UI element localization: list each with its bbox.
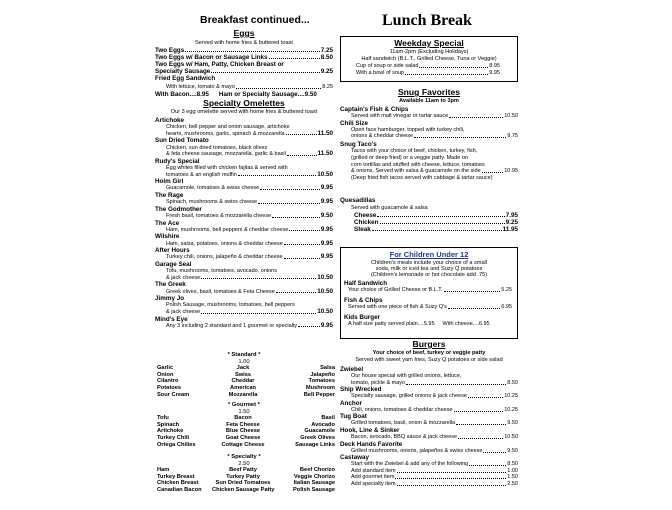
ingredient-cell: Italian Sausage [293, 480, 335, 487]
leader-dots [380, 219, 505, 224]
ingredient-cell: Sun Dried Tomatoes [215, 480, 271, 487]
item-price: 9.95 [489, 69, 500, 76]
leader-dots [286, 131, 317, 136]
item-name: Start with the Zwiebel & add any of the following [351, 461, 469, 468]
snug-desc [351, 133, 518, 140]
kids-note: (Children's lemonade or hot chocolate add .75) [370, 272, 488, 278]
desc-text: tomatoes & an english muffin [166, 171, 237, 178]
egg-item [155, 61, 333, 68]
item-name: Add specialty item [351, 481, 396, 487]
ingredient-cell: Goat Cheese [225, 434, 261, 441]
item-price: 8.50 [507, 379, 518, 386]
desc-text: & jack cheese [166, 274, 201, 281]
item-price: 11.50 [317, 129, 333, 137]
ingredient-cell: Sausage Links [295, 441, 335, 448]
item-price: 9.50 [320, 212, 333, 219]
omelette-desc [166, 227, 333, 234]
omelette-desc [166, 172, 333, 179]
leader-dots [469, 461, 506, 466]
item-price: 10.50 [317, 308, 333, 315]
gourmet-grid [157, 415, 333, 448]
ingredient-cell: Chicken Breast [157, 480, 199, 487]
snug-desc: Open face hamburger, topped with turkey chili, [351, 126, 465, 133]
item-price: 7.25 [320, 47, 333, 54]
item-name: Holm Girl [155, 178, 184, 186]
item-price: 8.50 [507, 461, 518, 468]
ingredient-cell: Beef Chorizo [299, 467, 335, 474]
burger-name [340, 400, 518, 407]
item-name: Your choice of Grilled Cheese or B.L.T. [348, 287, 443, 293]
snug-desc: Tacos with your choice of beef, chicken, turkey, fish, [351, 148, 478, 155]
leader-dots [211, 68, 319, 73]
omelette-desc [166, 275, 333, 282]
ingredient-cell: Artichoke [157, 428, 184, 435]
item-name: Castaway [340, 454, 370, 462]
item-price: 11.95 [502, 225, 518, 233]
kids-note: soda, milk or iced tea and Suzy Q potatoes [375, 266, 483, 272]
omelette-desc [166, 241, 333, 248]
item-price: 9.95 [320, 225, 333, 233]
item-price: 9.95 [320, 198, 333, 206]
ingredient-cell: Ortega Chilies [157, 441, 196, 448]
item-price: 9.50 [507, 420, 518, 427]
desc-text: Turkey chili, onions, jalapeño & cheddar cheese [166, 254, 283, 261]
ingredient-cell: Potatoes [157, 384, 182, 391]
ingredient-cell: Mozzarella [228, 391, 258, 398]
omelette-name [155, 261, 333, 268]
ham-price: Ham or Specialty Sausage....9.50 [218, 91, 317, 98]
item-name: Add standard item [351, 467, 396, 474]
omelette-name [155, 158, 333, 165]
omelette-name [155, 192, 333, 199]
item-name: Two Eggs w/ Ham, Patty, Chicken Breast or [155, 61, 284, 68]
omelettes-title: Specialty Omelettes [203, 98, 285, 108]
leader-dots [276, 289, 316, 294]
omelette-name [155, 295, 333, 302]
ingredient-cell: Swiss [234, 371, 252, 378]
desc-text: Any 3 including 2 standard and 1 gourmet or specialty [166, 322, 298, 329]
burgers-sub1: Your choice of beef, turkey or veggie patty [372, 350, 486, 356]
item-name: Garage Seal [155, 261, 192, 268]
quesadilla-option [354, 219, 518, 226]
gourmet-title: * Gourmet * [228, 402, 260, 408]
desc-text: hearts, mushrooms, garlic, spinach & mozzarella [166, 130, 285, 137]
omelette-desc: Polish Sausage, mushrooms, tomatoes, bell peppers [166, 302, 295, 309]
kids-note: Children's meals include your choice of a small [370, 260, 488, 266]
item-name: Served with one piece of fish & Suzy Q's [348, 304, 447, 310]
item-name: With lettuce, tomato & mayo [166, 83, 235, 90]
ingredient-cell: Tofu [157, 415, 169, 422]
specialty-grid [157, 467, 333, 493]
leader-dots [468, 393, 503, 398]
eggs-subtitle: Served with home fries & buttered toast [195, 40, 293, 46]
egg-item [155, 75, 333, 82]
omelette-name [155, 316, 333, 323]
leader-dots [483, 448, 506, 453]
ingredient-cell: Onion [157, 371, 174, 378]
leader-dots [236, 84, 322, 89]
item-price: 10.50 [317, 273, 333, 281]
ingredient-cell: Bell Pepper [303, 391, 335, 398]
ingredient-cell: Mushroom [305, 384, 335, 391]
ingredient-cell: Turkey Breast [157, 473, 195, 480]
item-name: & onions. Served with salsa & guacamole on the side [351, 168, 481, 175]
snug-desc: corn tortillas and stuffed with cheese, lettuce, tomatoes [351, 161, 485, 168]
item-name: Grilled tomatoes, basil, onion & mozzarella [351, 420, 456, 427]
item-name: Cup of soup or side salad [356, 62, 419, 69]
item-price: 1.50 [507, 474, 518, 481]
omelette-name [155, 247, 333, 254]
item-price: 10.50 [504, 113, 518, 119]
item-name: Two Eggs [155, 47, 185, 54]
leader-dots [185, 47, 319, 52]
item-price: 9.95 [320, 239, 333, 247]
specialty-title: * Specialty * [227, 454, 261, 460]
ingredient-cell: Turkey Chili [157, 434, 190, 441]
burgers-sub2: Served with sweet yam fries, Suzy Q potatoes or side salad [355, 357, 503, 363]
burgers-title: Burgers [412, 339, 446, 349]
item-price: 10.50 [317, 287, 333, 295]
leader-dots [395, 474, 506, 479]
ingredient-cell: Greek Olives [300, 434, 335, 441]
leader-dots [287, 151, 317, 156]
item-name: Rudy's Special [155, 157, 200, 165]
item-name: tomato, pickle & mayo [351, 379, 406, 386]
snug-name [340, 106, 518, 113]
weekday-special-box [340, 36, 518, 82]
omelette-desc [166, 151, 333, 158]
item-price: 11.50 [317, 150, 333, 158]
item-name: Sun Dried Tomato [155, 137, 209, 145]
weekday-title: Weekday Special [394, 38, 464, 48]
item-price: 6.95 [501, 304, 512, 310]
item-price: 9.95 [320, 321, 333, 329]
weekday-desc: Half sandwich (B.L.T., Grilled Cheese, Tuna or Veggie) [361, 56, 497, 62]
leader-dots [482, 168, 504, 173]
item-name: Chili Size [340, 119, 368, 127]
egg-item [155, 68, 333, 75]
item-price: 9.75 [507, 133, 518, 140]
omelette-desc: Chicken, sun dried tomatoes, black olives [166, 144, 268, 151]
ingredient-cell: Jack [236, 365, 250, 372]
item-price: 10.50 [504, 434, 518, 440]
desc-text: & feta cheese sausage, mozzarella, garlic & basil [166, 151, 286, 158]
ingredient-cell: Garlic [157, 365, 174, 372]
bacon-price: With Bacon....8.95 [155, 91, 209, 98]
leader-dots [449, 113, 503, 118]
ingredient-cell: Cilantro [157, 378, 179, 385]
item-name: Ship Wrecked [340, 386, 382, 394]
desc-text: Ham, mushrooms, bell peppers & cheddar cheese [166, 226, 289, 233]
item-price: 9.50 [507, 447, 518, 454]
leader-dots [414, 133, 506, 138]
item-price: 9.95 [320, 253, 333, 261]
ingredient-cell: Jalapeño [310, 371, 335, 378]
item-name: Tug Boat [340, 413, 367, 421]
ingredient-cell: Basil [321, 415, 335, 422]
ingredient-cell: Cottage Cheese [221, 441, 265, 448]
desc-text: Greek olives, basil, tomatoes & Feta Cheese [166, 288, 275, 295]
desc-text: Ham, salsa, potatoes, onions & cheddar cheese [166, 240, 283, 247]
item-name: Served with malt vinegar or tartar sauce [351, 113, 449, 119]
snug-desc: (Deep fried fish tacos served with cabbage & tartar sauce) [351, 174, 493, 181]
item-price: 8.50 [320, 54, 333, 61]
burger-name [340, 427, 518, 434]
ingredient-cell: Salsa [320, 365, 335, 372]
item-name: Kids Burger [344, 314, 381, 321]
ingredient-cell: Cheddar [231, 378, 255, 385]
item-name: Wilshire [155, 233, 180, 241]
quesadilla-option [354, 226, 518, 233]
leader-dots [284, 241, 320, 246]
leader-dots [260, 185, 319, 190]
omelette-desc [166, 254, 333, 261]
leader-dots [372, 226, 502, 231]
burger-name [340, 413, 518, 420]
breakfast-heading: Breakfast continued... [200, 14, 310, 26]
item-price: 10.25 [504, 393, 518, 400]
egg-bacon-line [155, 91, 333, 98]
ingredient-cell: Turkey Patty [226, 473, 260, 480]
omelette-name [155, 281, 333, 288]
leader-dots [458, 434, 503, 439]
snug-name [340, 120, 518, 127]
item-name: Grilled mushrooms, onions, jalapeños & swiss cheese [351, 447, 483, 454]
ingredient-cell: Bacon [234, 415, 252, 422]
desc-text: Spinach, mushrooms & swiss cheese [166, 199, 258, 206]
gourmet-price: 1.50 [238, 408, 250, 415]
item-name: Mind's Eye [155, 315, 188, 323]
item-name: With a bowl of soup [356, 69, 404, 76]
item-price: 10.25 [504, 406, 518, 413]
ingredient-cell: Avocado [311, 421, 335, 428]
snug-title: Snug Favorites [397, 87, 461, 97]
item-name: Cheese [354, 211, 377, 219]
ingredient-cell: American [230, 384, 256, 391]
omelette-name [155, 137, 333, 144]
burger-addon [351, 481, 518, 488]
standard-grid [157, 365, 333, 398]
snug-name [340, 141, 518, 148]
ingredient-cell: Ham [157, 467, 170, 474]
ingredient-cell: Chicken Sausage Patty [212, 486, 275, 493]
leader-dots [454, 407, 504, 412]
desc-text: & jack cheese [166, 309, 201, 315]
item-price: 8.95 [489, 62, 500, 69]
item-price: 2.50 [507, 481, 518, 487]
item-price: 1.00 [507, 467, 518, 474]
item-price: 5.25 [501, 287, 512, 293]
ingredient-cell: Blue Cheese [225, 428, 261, 435]
leader-dots [406, 380, 506, 385]
eggs-title: Eggs [233, 28, 255, 38]
burger-name [340, 366, 518, 373]
item-name: Fried Egg Sandwich [155, 75, 216, 82]
burger-desc: Our house special with grilled onions, lettuce, [351, 373, 462, 379]
item-name: After Hours [155, 247, 190, 255]
item-name: Specialty Sausage [155, 68, 211, 75]
omelette-desc [166, 309, 333, 316]
leader-dots [397, 468, 507, 473]
item-price: 9.95 [320, 184, 333, 192]
quesadilla-option [354, 212, 518, 219]
item-name: Fish & Chips [344, 297, 383, 304]
item-name: Chili, onions, tomatoes & cheddar cheese [351, 406, 453, 413]
omelette-name [155, 220, 333, 227]
standard-title: * Standard * [227, 352, 261, 358]
leader-dots [269, 54, 320, 59]
ingredient-cell: Polish Sausage [292, 486, 335, 493]
item-name: The Ace [155, 219, 180, 227]
omelette-desc [166, 213, 333, 220]
leader-dots [284, 254, 320, 259]
ingredient-cell: Canadian Bacon [157, 486, 202, 493]
item-name: onions & cheddar cheese [351, 133, 414, 140]
item-name: Snug Taco's [340, 141, 377, 149]
item-name: Two Eggs w/ Bacon or Sausage Links [155, 54, 268, 61]
leader-dots [238, 172, 316, 177]
item-price: 7.95 [505, 211, 518, 219]
item-name: Add gourmet item [351, 474, 395, 481]
ingredient-cell: Feta Cheese [226, 421, 260, 428]
ingredient-cell: Beef Patty [229, 467, 257, 474]
omelette-desc [166, 323, 333, 330]
item-price: 9.25 [320, 68, 333, 75]
item-name: Artichoke [155, 117, 185, 124]
egg-sandwich-desc [166, 84, 333, 91]
leader-dots [289, 227, 319, 232]
item-name: Steak [354, 225, 371, 233]
ingredient-cell: Spinach [157, 421, 180, 428]
kids-menu-box [340, 247, 518, 339]
omelette-desc [166, 199, 333, 206]
leader-dots [272, 213, 320, 218]
ingredient-cell: Guacamole [304, 428, 335, 435]
leader-dots [298, 323, 320, 328]
item-name: Chicken [354, 218, 379, 226]
omelette-desc: Tofu, mushrooms, tomatoes, avocado, onions [166, 268, 277, 275]
snug-desc: (grilled or deep fried) or a veggie patty. Made on [351, 154, 468, 161]
ingredient-cell: Tomatoes [308, 378, 335, 385]
specialty-price: 2.50 [238, 460, 250, 467]
weekday-hours: 11am-2pm (Excluding Holidays) [389, 49, 469, 55]
item-price: 10.50 [317, 170, 333, 178]
ingredient-cell: Veggie Chorizo [293, 473, 335, 480]
omelette-name [155, 117, 333, 124]
item-name: The Godmother [155, 205, 202, 213]
item-name: Jimmy Jo [155, 295, 185, 303]
leader-dots [201, 309, 316, 314]
egg-item [155, 47, 333, 54]
lunch-break-title: Lunch Break [382, 12, 472, 29]
egg-item [155, 54, 333, 61]
omelette-desc: Egg whites filled with chicken fajitas & served with [166, 165, 288, 171]
item-name: The Greek [155, 281, 186, 289]
item-name: Captain's Fish & Chips [340, 106, 409, 113]
burger-name [340, 386, 518, 393]
item-name: Specialty sausage, grilled onions & jack cheese [351, 393, 467, 400]
snug-hours: Available 11am to 3pm [399, 98, 459, 104]
item-name: Quesadillas [340, 197, 376, 204]
omelette-desc [166, 185, 333, 192]
standard-price: 1.00 [238, 358, 250, 365]
item-name: Bacon, avocado, BBQ sauce & jack cheese [351, 434, 458, 440]
item-name: Half Sandwich [344, 280, 388, 287]
omelette-name [155, 178, 333, 185]
desc-text: Fresh basil, tomatoes & mozzarella cheese [166, 213, 272, 219]
item-price: 10.95 [504, 168, 518, 175]
burger-name [340, 441, 518, 448]
desc-text: Guacamole, tomatoes & swiss cheese [166, 185, 260, 192]
omelette-desc: Chicken, bell pepper and onion sausage, artichoke [166, 124, 290, 131]
leader-dots [397, 481, 507, 486]
leader-dots [456, 420, 506, 425]
item-name: The Rage [155, 192, 184, 199]
leader-dots [258, 199, 320, 204]
omelette-name [155, 206, 333, 213]
kids-burger-cheese: With cheese....6.95 [442, 321, 490, 327]
omelettes-subtitle: Our 3 egg omelette served with home fries & buttered toast [170, 109, 318, 115]
item-name: Hook, Line & Sinker [340, 427, 400, 434]
item-name: Anchor [340, 399, 363, 407]
ingredient-cell: Sour Cream [157, 391, 190, 398]
item-price: 9.25 [505, 218, 518, 226]
quesadillas-desc: Served with guacamole & salsa [351, 204, 428, 211]
quesadillas-name [340, 197, 518, 204]
item-name: Deck Hands Favorite [340, 440, 403, 448]
leader-dots [201, 275, 316, 280]
leader-dots [377, 212, 504, 217]
kids-title: For Children Under 12 [389, 250, 469, 259]
item-name: Zwiebel [340, 366, 364, 373]
omelette-desc [166, 131, 333, 138]
omelette-name [155, 233, 333, 240]
burger-name [340, 454, 518, 461]
item-price: 8.25 [322, 83, 333, 90]
omelette-desc [166, 289, 333, 296]
kids-burger-plain: A half size patty served plain....5.95 [348, 321, 435, 327]
